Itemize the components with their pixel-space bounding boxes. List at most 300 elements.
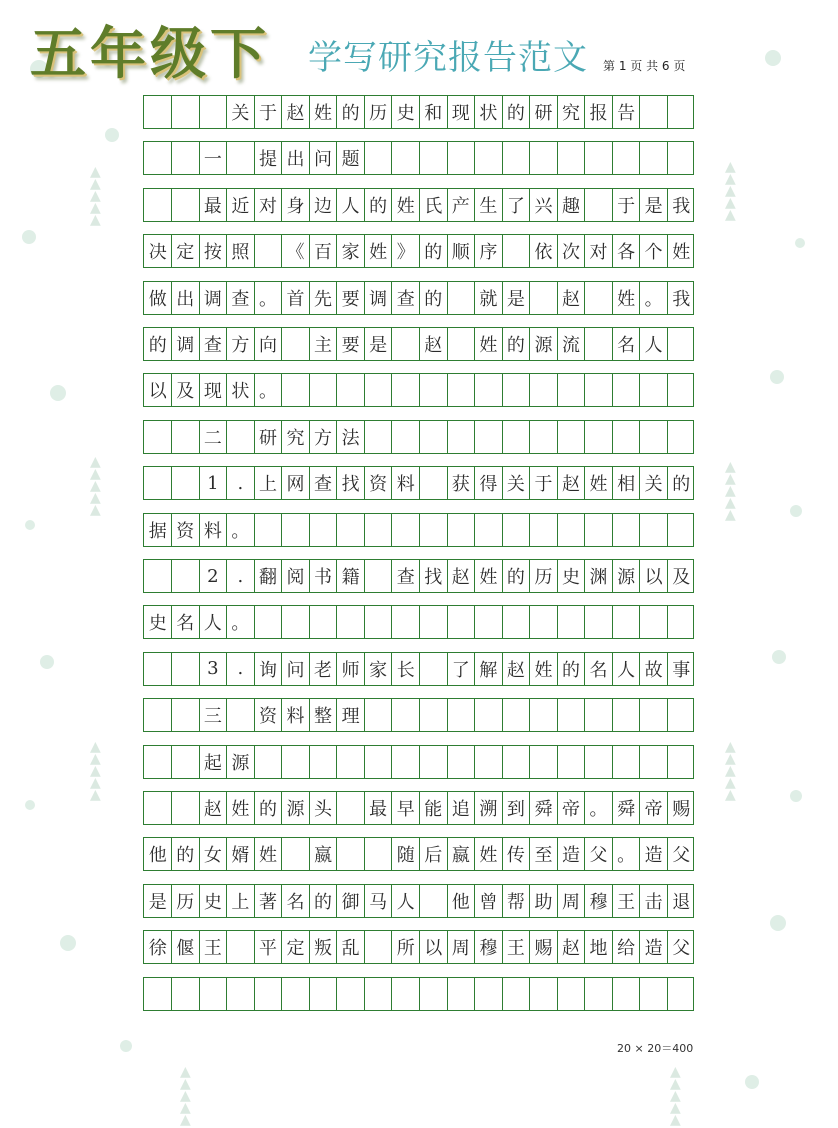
grid-character (227, 142, 255, 174)
grid-character: 乱 (341, 938, 360, 960)
grid-cell-divider (419, 374, 420, 406)
grid-cell-divider (281, 978, 282, 1010)
grid-character: 获 (451, 474, 470, 496)
grid-cell-divider (281, 514, 282, 546)
grid-character: 历 (369, 103, 388, 124)
grid-cell-divider (667, 514, 668, 546)
grid-character: 最 (203, 195, 222, 217)
grid-cell-divider (667, 96, 668, 128)
grid-character: 姓 (314, 103, 333, 124)
grid-cell-divider (309, 746, 310, 778)
grid-cell-divider (557, 746, 558, 778)
grid-character (420, 467, 448, 499)
grid-character (227, 421, 255, 453)
grid-character: 得 (479, 474, 498, 496)
grid-character: 助 (534, 891, 553, 913)
grid-character: 帮 (506, 891, 525, 913)
grid-cell-divider (364, 514, 365, 546)
grid-character: 决 (148, 242, 167, 264)
grid-character: 姓 (258, 845, 277, 867)
background-triangle: ▲ (670, 1088, 681, 1104)
grid-cell-divider (529, 142, 530, 174)
grid-cell-divider (364, 746, 365, 778)
grid-cell-divider (612, 699, 613, 731)
grid-character: 查 (314, 474, 333, 496)
grid-character: 。 (644, 288, 663, 310)
grid-character: 早 (396, 799, 415, 820)
background-triangle: ▲ (90, 466, 101, 482)
background-triangle: ▲ (725, 775, 736, 791)
grid-cell-divider (171, 560, 172, 592)
grid-cell-divider (447, 746, 448, 778)
background-triangle: ▲ (90, 454, 101, 470)
grid-character: 人 (396, 891, 415, 913)
background-triangle: ▲ (180, 1112, 191, 1128)
grid-cell-divider (171, 142, 172, 174)
grid-cell-divider (199, 978, 200, 1010)
grid-character: 赵 (506, 659, 525, 681)
background-triangle: ▲ (670, 1112, 681, 1128)
grid-character: 查 (396, 567, 415, 588)
grid-character: . (237, 658, 244, 680)
grid-character: 《 (286, 242, 305, 264)
grid-cell-divider (171, 792, 172, 824)
background-triangle: ▲ (725, 751, 736, 767)
grid-cell-divider (171, 699, 172, 731)
grid-character: 源 (617, 567, 636, 588)
background-triangle: ▲ (90, 490, 101, 506)
grid-character: 究 (562, 103, 580, 124)
grid-character: 王 (203, 938, 222, 960)
background-dot (770, 915, 786, 931)
grid-character: 地 (589, 938, 608, 960)
manuscript-row (143, 977, 694, 1011)
background-dot (772, 650, 786, 664)
grid-cell-divider (502, 746, 503, 778)
grid-cell-divider (419, 746, 420, 778)
background-dot (120, 1040, 132, 1052)
grid-cell-divider (502, 606, 503, 638)
grid-cell-divider (502, 699, 503, 731)
grid-cell-divider (171, 653, 172, 685)
grid-character: 提 (258, 149, 277, 171)
grid-character: 的 (424, 288, 443, 310)
manuscript-row (143, 930, 694, 964)
background-dot (765, 50, 781, 66)
grid-character: 上 (258, 474, 277, 496)
grid-character: 二 (203, 427, 222, 449)
grid-cell-divider (364, 978, 365, 1010)
grid-cell-divider (557, 514, 558, 546)
grid-character: 法 (341, 427, 360, 449)
grid-character: 溯 (479, 799, 498, 820)
grid-character: 的 (314, 891, 333, 913)
manuscript-row (143, 373, 694, 407)
grid-cell-divider (171, 467, 172, 499)
grid-character: 师 (341, 659, 360, 681)
grid-cell-divider (502, 514, 503, 546)
grid-character: 阅 (286, 567, 305, 588)
grid-character: 长 (396, 659, 415, 681)
grid-character: 1 (207, 472, 219, 494)
grid-character: 赵 (203, 799, 222, 820)
grid-cell-divider (254, 978, 255, 1010)
grid-cell-divider (447, 606, 448, 638)
background-triangle: ▲ (725, 171, 736, 187)
background-triangle: ▲ (725, 159, 736, 175)
grid-character: 传 (506, 845, 525, 867)
grid-character: 个 (644, 242, 663, 264)
grid-character: 翻 (258, 567, 277, 588)
grid-character: 以 (644, 567, 663, 588)
grid-cell-divider (171, 189, 172, 221)
grid-character: 照 (231, 242, 250, 264)
grid-character: 于 (258, 103, 277, 124)
grid-character: 于 (617, 195, 636, 217)
grid-character (227, 699, 255, 731)
grid-character: 源 (231, 752, 250, 774)
grid-character: 先 (314, 288, 333, 310)
grid-cell-divider (391, 746, 392, 778)
grid-cell-divider (612, 978, 613, 1010)
grid-character: 理 (341, 706, 360, 728)
grid-character: 产 (451, 195, 470, 217)
grid-cell-divider (391, 142, 392, 174)
grid-character: 家 (341, 242, 360, 264)
grid-character: 是 (369, 335, 388, 356)
grid-cell-divider (557, 142, 558, 174)
grid-cell-divider (419, 978, 420, 1010)
grid-character: 穆 (589, 891, 608, 913)
grid-character: 三 (203, 706, 222, 728)
grid-character: 状 (231, 381, 250, 403)
grid-character: 追 (451, 799, 470, 820)
grid-cell-divider (226, 978, 227, 1010)
grid-cell-divider (612, 746, 613, 778)
grid-character: 赐 (534, 938, 553, 960)
grid-character: 次 (562, 242, 580, 264)
grid-character: 关 (506, 474, 525, 496)
grid-cell-divider (447, 699, 448, 731)
manuscript-row (143, 791, 694, 825)
grid-cell-divider (529, 374, 530, 406)
grid-character: 人 (341, 195, 360, 217)
grid-character: 历 (534, 567, 553, 588)
grid-character: 姓 (534, 659, 553, 681)
grid-character: 对 (258, 195, 277, 217)
grid-character: 叛 (314, 938, 333, 960)
grid-cell-divider (171, 978, 172, 1010)
grid-cell-divider (639, 606, 640, 638)
grid-cell-divider (529, 514, 530, 546)
grid-character: 研 (534, 103, 553, 124)
grid-character: . (237, 565, 244, 587)
background-triangle: ▲ (725, 183, 736, 199)
grid-cell-divider (391, 699, 392, 731)
page-title: 学写研究报告范文 (308, 38, 588, 78)
background-dot (105, 128, 119, 142)
grid-character: 问 (314, 149, 333, 171)
grid-character: 》 (396, 242, 415, 264)
grid-character: 姓 (479, 845, 498, 867)
grid-cell-divider (612, 606, 613, 638)
grid-character: 了 (506, 195, 525, 217)
grid-character: 现 (203, 381, 222, 403)
grid-character: 姓 (369, 242, 388, 264)
grid-character: 序 (479, 242, 498, 264)
grid-character: 出 (176, 288, 195, 310)
grid-character: 究 (286, 427, 305, 449)
grid-cell-divider (419, 142, 420, 174)
grid-cell-divider (309, 978, 310, 1010)
grid-character: 帝 (562, 799, 580, 820)
background-triangle: ▲ (180, 1064, 191, 1080)
grid-cell-divider (667, 374, 668, 406)
grid-character: 赵 (562, 288, 580, 310)
grid-cell-divider (612, 374, 613, 406)
grid-character: 平 (258, 938, 277, 960)
grid-character: 源 (534, 335, 553, 356)
grid-character: 告 (617, 103, 636, 124)
page-counter: 第 1 页 共 6 页 (603, 59, 686, 73)
manuscript-row (143, 837, 694, 871)
background-dot (790, 790, 802, 802)
grid-cell-divider (391, 514, 392, 546)
grid-character: 。 (258, 288, 277, 310)
grid-character: 后 (424, 845, 443, 867)
grid-character: 给 (617, 938, 636, 960)
grid-character: 王 (506, 938, 525, 960)
grid-character: 父 (589, 845, 608, 867)
grid-cell-divider (529, 606, 530, 638)
grid-cell-divider (667, 699, 668, 731)
grid-character: 于 (534, 474, 553, 496)
grid-character: 了 (451, 659, 470, 681)
grid-cell-divider (474, 699, 475, 731)
grid-cell-divider (419, 606, 420, 638)
grid-cell-divider (336, 374, 337, 406)
grid-character: 边 (314, 195, 333, 217)
manuscript-row (143, 513, 694, 547)
grid-character: 流 (562, 335, 580, 356)
background-dot (50, 385, 66, 401)
grid-cell-divider (474, 514, 475, 546)
grid-character (392, 328, 420, 360)
grid-cell-divider (447, 142, 448, 174)
grid-character: 姓 (396, 195, 415, 217)
grid-cell-divider (391, 978, 392, 1010)
background-triangle: ▲ (725, 195, 736, 211)
grid-character (502, 235, 530, 267)
grid-cell-divider (419, 421, 420, 453)
grid-character: 名 (589, 659, 608, 681)
grid-character (530, 282, 558, 314)
grid-cell-divider (199, 96, 200, 128)
grid-cell-divider (639, 514, 640, 546)
grid-character: 赵 (286, 103, 305, 124)
grid-character: 和 (424, 103, 443, 124)
background-triangle: ▲ (725, 763, 736, 779)
grid-character: 对 (589, 242, 608, 264)
background-dot (795, 238, 805, 248)
grid-character: 造 (644, 938, 663, 960)
grid-character: 料 (286, 706, 305, 728)
grid-character: 研 (258, 427, 277, 449)
grid-character: 的 (176, 845, 195, 867)
grid-character: 赐 (672, 799, 691, 820)
grid-character: 的 (672, 474, 691, 496)
grid-character: 上 (231, 891, 250, 913)
background-triangle: ▲ (180, 1088, 191, 1104)
grid-character: 舜 (617, 799, 636, 820)
grid-cell-divider (639, 421, 640, 453)
grid-cell-divider (364, 374, 365, 406)
grid-cell-divider (502, 978, 503, 1010)
grid-cell-divider (584, 699, 585, 731)
grid-character: 姓 (231, 799, 250, 820)
grid-character: 名 (617, 335, 636, 356)
background-triangle: ▲ (725, 471, 736, 487)
grid-character: 问 (286, 659, 305, 681)
grid-character: 事 (672, 659, 691, 681)
grid-character: 资 (369, 474, 388, 496)
grid-character: 趣 (562, 195, 580, 217)
background-triangle: ▲ (725, 207, 736, 223)
grid-cell-divider (281, 606, 282, 638)
background-triangle: ▲ (90, 739, 101, 755)
grid-cell-divider (391, 606, 392, 638)
grid-cell-divider (502, 142, 503, 174)
grid-cell-divider (584, 606, 585, 638)
grid-character (364, 931, 392, 963)
grid-character: 史 (562, 567, 580, 588)
grid-character: 是 (506, 288, 525, 310)
grid-character: 至 (534, 845, 553, 867)
grid-character: 嬴 (451, 845, 470, 867)
grid-character: 报 (589, 103, 608, 124)
grid-cell-divider (639, 374, 640, 406)
manuscript-row (143, 281, 694, 315)
grid-character: 人 (644, 335, 663, 356)
grid-cell-divider (584, 374, 585, 406)
grid-character: 的 (258, 799, 277, 820)
background-triangle: ▲ (90, 164, 101, 180)
grid-cell-divider (529, 699, 530, 731)
grid-cell-divider (667, 978, 668, 1010)
grid-cell-divider (529, 421, 530, 453)
grid-cell-divider (584, 978, 585, 1010)
grid-character: 到 (506, 799, 525, 820)
grid-cell-divider (584, 514, 585, 546)
grid-cell-divider (557, 606, 558, 638)
grid-character: 及 (672, 567, 691, 588)
background-triangle: ▲ (670, 1100, 681, 1116)
grid-character: 造 (644, 845, 663, 867)
grid-character: 调 (203, 288, 222, 310)
grid-character (420, 885, 448, 917)
grid-character: 赵 (424, 335, 443, 356)
grid-character: 主 (314, 335, 333, 356)
grid-cell-divider (336, 746, 337, 778)
grid-character (282, 838, 310, 870)
manuscript-row (143, 234, 694, 268)
grid-character: 的 (506, 335, 525, 356)
grid-cell-divider (281, 746, 282, 778)
grid-character: . (237, 472, 244, 494)
background-triangle: ▲ (670, 1076, 681, 1092)
grid-character: 我 (672, 195, 691, 217)
grid-character: 。 (231, 613, 250, 635)
manuscript-row (143, 652, 694, 686)
background-dot (25, 520, 35, 530)
grid-character: 渊 (589, 567, 608, 588)
grid-character: 能 (424, 799, 443, 820)
background-triangle: ▲ (90, 502, 101, 518)
background-triangle: ▲ (90, 763, 101, 779)
grid-character: 网 (286, 474, 305, 496)
grid-character: 料 (396, 474, 415, 496)
grid-cell-divider (447, 374, 448, 406)
grid-cell-divider (612, 514, 613, 546)
grid-character: 的 (148, 335, 167, 356)
grid-character: 的 (506, 567, 525, 588)
background-dot (25, 800, 35, 810)
manuscript-row (143, 884, 694, 918)
background-dot (770, 370, 784, 384)
grid-character: 王 (617, 891, 636, 913)
grid-counter: 20 × 20＝400 (617, 1042, 694, 1055)
grid-character: 头 (314, 799, 333, 820)
grid-character: 徐 (148, 938, 167, 960)
grid-character: 姓 (479, 335, 498, 356)
grid-cell-divider (639, 978, 640, 1010)
grid-character: 就 (479, 288, 498, 310)
grid-character: 身 (286, 195, 305, 217)
grid-cell-divider (171, 746, 172, 778)
grid-character: 生 (479, 195, 498, 217)
grid-cell-divider (612, 421, 613, 453)
grid-character: 一 (203, 149, 222, 171)
grid-character: 历 (176, 891, 195, 913)
grid-character: 书 (314, 567, 333, 588)
grid-cell-divider (364, 606, 365, 638)
grid-character: 姓 (617, 288, 636, 310)
grid-cell-divider (309, 606, 310, 638)
grid-character: 的 (369, 195, 388, 217)
grid-character: 的 (341, 103, 360, 124)
grid-character: 马 (369, 891, 388, 913)
grid-character: 找 (341, 474, 360, 496)
background-triangle: ▲ (90, 212, 101, 228)
grid-character: 我 (672, 288, 691, 310)
grid-character: 名 (286, 891, 305, 913)
grid-character: 的 (562, 659, 580, 681)
grid-character (364, 560, 392, 592)
grid-character: 人 (203, 613, 222, 635)
grid-cell-divider (639, 142, 640, 174)
grid-character: 舜 (534, 799, 553, 820)
grid-cell-divider (309, 374, 310, 406)
grid-character: 。 (589, 799, 608, 820)
grid-character: 。 (617, 845, 636, 867)
grid-cell-divider (557, 421, 558, 453)
grid-character: 题 (341, 149, 360, 171)
background-triangle: ▲ (180, 1100, 191, 1116)
grade-heading: 五年级下 (30, 21, 270, 87)
grid-character: 查 (203, 335, 222, 356)
background-triangle: ▲ (725, 495, 736, 511)
grid-character: 的 (506, 103, 525, 124)
